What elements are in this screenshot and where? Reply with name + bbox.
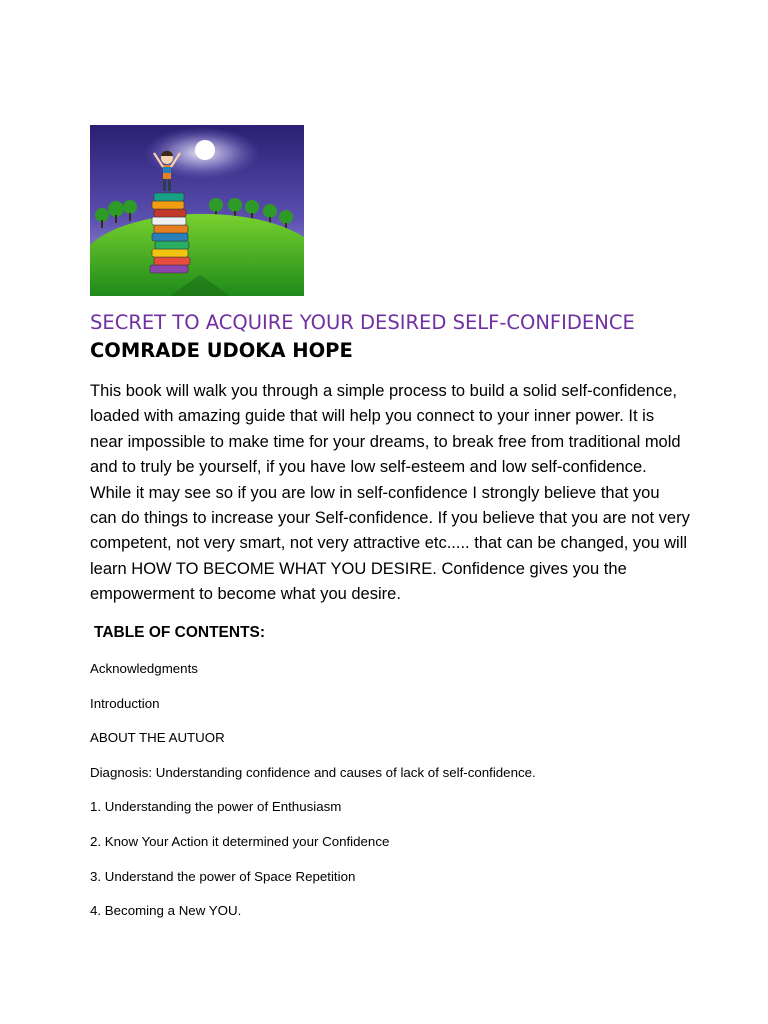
book-title: SECRET TO ACQUIRE YOUR DESIRED SELF-CONFIDENCE (90, 311, 635, 334)
toc-item-chapter-2: 2. Know Your Action it determined your Confidence (90, 833, 390, 849)
toc-item-chapter-1: 1. Understanding the power of Enthusiasm (90, 799, 342, 815)
toc-list (90, 660, 536, 937)
book-description: This book will walk you through a simple process to build a solid self-confidence, loaded with amazing guide that will help you connect to your inner power. It is near impossible to make time for your dreams, to break free from traditional mold and to truly be yourself, if you have low self-esteem and low self-confidence. While it may see so if you are low in self-confidence I strongly believe that you can do things to increase your Self-confidence. If you believe that you are not very competent, not very smart, not very attractive etc..... that can be changed, you will learn HOW TO BECOME WHAT YOU DESIRE. Confidence gives you the empowerment to become what you desire. (90, 382, 690, 604)
toc-item-introduction: Introduction (90, 695, 160, 711)
toc-item-acknowledgments: Acknowledgments (90, 661, 198, 676)
toc-item-about-author: ABOUT THE AUTUOR (90, 730, 225, 746)
toc-heading: TABLE OF CONTENTS: (94, 624, 266, 641)
toc-item-chapter-4: 4. Becoming a New YOU. (90, 903, 242, 919)
toc-item-diagnosis: Diagnosis: Understanding confidence and causes of lack of self-confidence. (90, 764, 536, 780)
author-name: COMRADE UDOKA HOPE (90, 339, 353, 362)
cover-illustration (90, 125, 304, 296)
toc-item-chapter-3: 3. Understand the power of Space Repetition (90, 868, 356, 884)
